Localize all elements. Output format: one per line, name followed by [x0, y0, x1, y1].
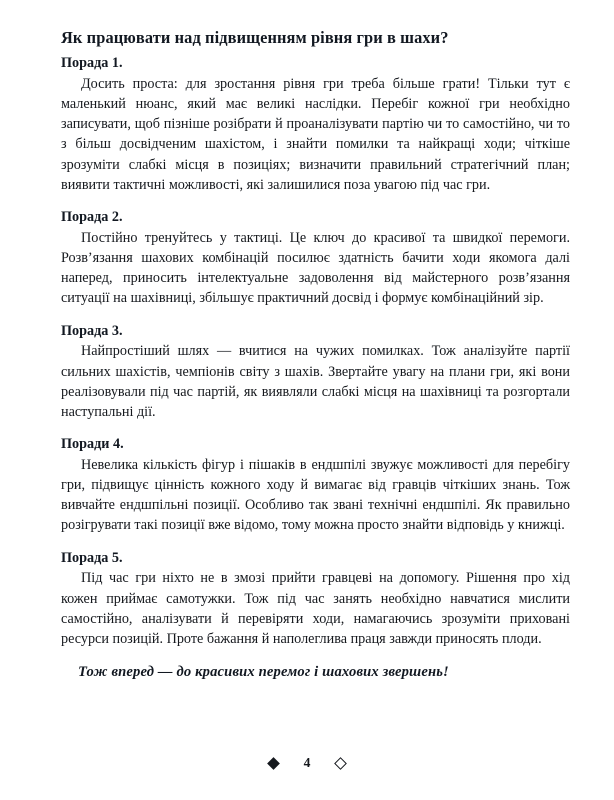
page-number: 4: [303, 755, 311, 771]
advice-heading: Поради 4.: [61, 436, 124, 453]
advice-body: [61, 455, 570, 536]
advice-body: [61, 228, 570, 309]
advice-section-3: [61, 323, 570, 423]
advice-section-5: [61, 550, 570, 650]
advice-section-2: [61, 209, 570, 309]
advice-body: [61, 341, 570, 422]
advice-body-text: Під час гри ніхто не в змозі прийти гравцеві на допомогу. Рішення про хід кожен приймає самотужки. Тож під час занять необхідно навчатися мислити самостійно, аналізувати й перевіряти ходи, намагаючись зрозуміти приховані ресурси позицій. Проте бажання й наполеглива праця завжди приносять плоди.: [61, 570, 570, 648]
advice-heading: Порада 2.: [61, 208, 123, 225]
advice-body-text: Досить проста: для зростання рівня гри треба більше грати! Тільки тут є маленький нюанс, який має великі наслідки. Перебіг кожної гри необхідно записувати, щоб пізніше розібрати й проаналізувати партію чи то самостійно, чи то з більш досвідченим шахістом, і знайти помилки та найкращі ходи; чіткіше зрозуміти слабкі місця в позиціях; визначити правильний стратегічний план; виявити тактичні можливості, які залишилися поза увагою під час гри.: [61, 75, 570, 193]
advice-heading: Порада 5.: [61, 549, 123, 566]
advice-heading: Порада 1.: [61, 55, 123, 72]
advice-body: [61, 568, 570, 649]
advice-body-text: Невелика кількість фігур і пішаків в ендшпілі звужує можливості для перебігу гри, підвищує цінність кожного ходу й вимагає від гравців чіткіших знань. Тож вивчайте ендшпільні позиції. Особливо так звані технічні ендшпілі. Як правильно розігрувати такі позиції вже відомо, тому можна просто знайти відповідь у книжці.: [61, 456, 570, 534]
advice-heading: Порада 3.: [61, 322, 123, 339]
page-footer: [0, 756, 614, 770]
page-title: Як працювати над підвищенням рівня гри в шахи?: [61, 28, 449, 47]
advice-body-text: Постійно тренуйтесь у тактиці. Це ключ до красивої та швидкої перемоги. Розв’язання шахових комбінацій посилює здатність бачити ходи якомога далі наперед, приносить інтелектуальне задоволення від майстерного розв’язання ситуації на шахівниці, збільшує практичний досвід і формує комбінаційний зір.: [61, 229, 570, 307]
diamond-filled-icon: [267, 757, 280, 770]
advice-section-4: [61, 436, 570, 536]
diamond-hollow-icon: [335, 757, 348, 770]
closing-statement: Тож вперед — до красивих перемог і шахових звершень!: [78, 664, 449, 681]
advice-body-text: Найпростіший шлях — вчитися на чужих помилках. Тож аналізуйте партії сильних шахістів, чемпіонів світу з шахів. Звертайте увагу на плани гри, які вони реалізовували під час партій, як виявляли слабкі місця на шахівниці та розгортали наступальні дії.: [61, 343, 570, 420]
advice-section-1: [61, 55, 570, 195]
advice-body: [61, 74, 570, 195]
